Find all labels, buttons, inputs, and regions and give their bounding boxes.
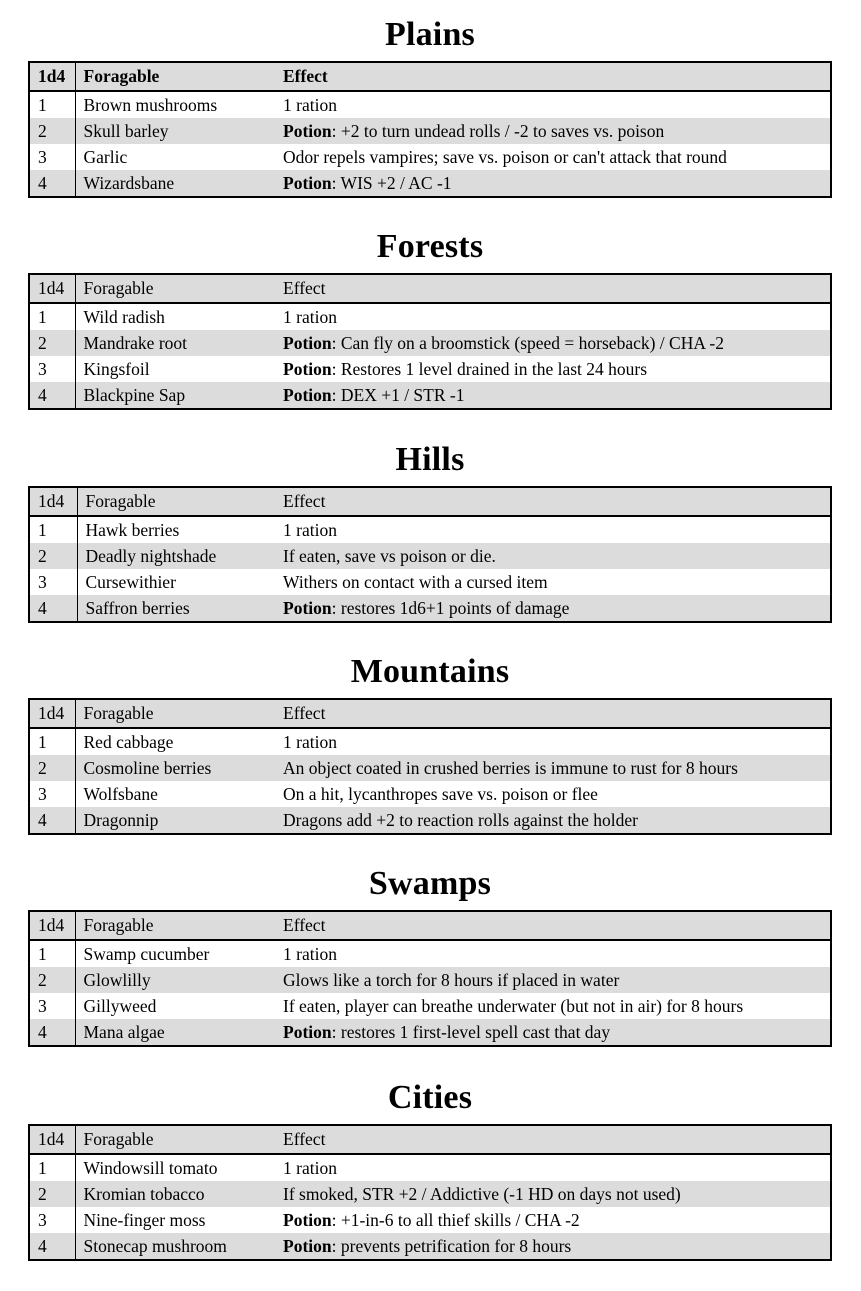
section-title: Hills — [395, 441, 465, 478]
row-effect — [275, 118, 831, 144]
row-effect — [275, 170, 831, 197]
section-title: Cities — [387, 1079, 473, 1116]
effect-text: If eaten, save vs poison or die. — [283, 545, 496, 566]
header-die: 1d4 — [29, 274, 75, 303]
forage-table — [28, 273, 832, 410]
potion-label: Potion — [283, 332, 332, 353]
table-header-row — [29, 487, 831, 516]
row-die: 3 — [29, 569, 77, 595]
row-item: Skull barley — [75, 118, 275, 144]
effect-text: : prevents petrification for 8 hours — [331, 1235, 572, 1256]
table-row — [29, 595, 831, 622]
effect-text: If eaten, player can breathe underwater (but not in air) for 8 hours — [283, 995, 744, 1016]
row-effect — [275, 1019, 831, 1046]
row-item: Garlic — [83, 146, 128, 167]
row-die: 2 — [29, 330, 75, 356]
row-die: 1 — [29, 516, 77, 543]
header-effect: Effect — [275, 699, 831, 728]
row-effect — [275, 1207, 831, 1233]
row-effect — [275, 755, 831, 781]
row-die: 2 — [29, 1181, 75, 1207]
row-die: 4 — [29, 807, 75, 834]
section-title: Mountains — [350, 653, 510, 690]
effect-text: 1 ration — [283, 731, 337, 752]
row-item: Saffron berries — [77, 595, 275, 622]
effect-text: : restores 1 first-level spell cast that day — [331, 1021, 611, 1042]
table-row — [29, 1181, 831, 1207]
row-die: 3 — [29, 356, 75, 382]
effect-text: On a hit, lycanthropes save vs. poison or flee — [283, 783, 598, 804]
row-item: Blackpine Sap — [75, 382, 275, 409]
row-effect — [275, 781, 831, 807]
table-row — [29, 1207, 831, 1233]
row-effect — [275, 967, 831, 993]
table-row — [29, 303, 831, 330]
table-row — [29, 382, 831, 409]
row-item: Dragonnip — [75, 807, 275, 834]
row-effect — [275, 940, 831, 967]
row-effect — [275, 303, 831, 330]
table-row — [29, 940, 831, 967]
row-item: Mana algae — [75, 1019, 275, 1046]
section-title: Swamps — [368, 865, 492, 902]
effect-text: Dragons add +2 to reaction rolls against the holder — [283, 809, 638, 830]
table-header-row — [29, 62, 831, 91]
row-die: 2 — [29, 118, 75, 144]
header-effect: Effect — [275, 1125, 831, 1154]
table-row — [29, 144, 831, 170]
table-row — [29, 781, 831, 807]
effect-text: 1 ration — [283, 94, 337, 115]
header-effect: Effect — [275, 62, 831, 91]
effect-text: Odor repels vampires; save vs. poison or can't attack that round — [283, 146, 727, 167]
header-item: Foragable — [75, 699, 275, 728]
row-item: Nine-finger moss — [83, 1209, 206, 1230]
row-effect — [275, 144, 831, 170]
potion-label: Potion — [283, 384, 332, 405]
potion-label: Potion — [283, 597, 332, 618]
effect-text: : +1-in-6 to all thief skills / CHA -2 — [331, 1209, 580, 1230]
table-row — [29, 1233, 831, 1260]
header-die: 1d4 — [29, 1125, 75, 1154]
row-item: Red cabbage — [83, 731, 174, 752]
row-effect — [275, 807, 831, 834]
forage-table — [28, 698, 832, 835]
table-header-row — [29, 699, 831, 728]
row-item: Cosmoline berries — [75, 755, 275, 781]
potion-label: Potion — [283, 358, 332, 379]
table-row — [29, 516, 831, 543]
row-die: 3 — [29, 781, 75, 807]
row-die: 1 — [29, 1154, 75, 1181]
row-item: Swamp cucumber — [83, 943, 210, 964]
row-effect — [275, 382, 831, 409]
section-title: Forests — [376, 228, 484, 265]
forage-table — [28, 1124, 832, 1261]
row-effect — [275, 91, 831, 118]
effect-text: : DEX +1 / STR -1 — [331, 384, 465, 405]
potion-label: Potion — [283, 172, 332, 193]
effect-text: : WIS +2 / AC -1 — [331, 172, 452, 193]
row-effect — [275, 993, 831, 1019]
header-die: 1d4 — [29, 62, 75, 91]
header-effect: Effect — [275, 487, 831, 516]
row-die: 2 — [29, 967, 75, 993]
row-effect — [275, 728, 831, 755]
row-die: 1 — [29, 91, 75, 118]
potion-label: Potion — [283, 1235, 332, 1256]
effect-text: : Restores 1 level drained in the last 24 hours — [331, 358, 648, 379]
row-die: 1 — [29, 940, 75, 967]
effect-text: Glows like a torch for 8 hours if placed in water — [283, 969, 620, 990]
row-item: Hawk berries — [85, 519, 180, 540]
row-item: Gillyweed — [83, 995, 157, 1016]
row-item: Stonecap mushroom — [75, 1233, 275, 1260]
header-effect: Effect — [275, 911, 831, 940]
row-die: 1 — [29, 728, 75, 755]
row-die: 3 — [29, 1207, 75, 1233]
effect-text: : restores 1d6+1 points of damage — [331, 597, 570, 618]
header-die: 1d4 — [29, 911, 75, 940]
section-title: Plains — [384, 16, 475, 53]
table-row — [29, 807, 831, 834]
effect-text: Withers on contact with a cursed item — [283, 571, 548, 592]
table-row — [29, 728, 831, 755]
row-effect — [275, 1181, 831, 1207]
row-item: Windowsill tomato — [83, 1157, 218, 1178]
row-item: Mandrake root — [75, 330, 275, 356]
row-effect — [275, 569, 831, 595]
effect-text: If smoked, STR +2 / Addictive (-1 HD on days not used) — [283, 1183, 681, 1204]
header-item: Foragable — [75, 274, 275, 303]
table-header-row — [29, 911, 831, 940]
row-effect — [275, 356, 831, 382]
row-die: 3 — [29, 993, 75, 1019]
row-item: Kromian tobacco — [75, 1181, 275, 1207]
forage-table — [28, 486, 832, 623]
row-die: 4 — [29, 1233, 75, 1260]
forage-table — [28, 910, 832, 1047]
table-row — [29, 755, 831, 781]
row-item: Deadly nightshade — [77, 543, 275, 569]
effect-text: 1 ration — [283, 519, 337, 540]
row-effect — [275, 330, 831, 356]
row-die: 4 — [29, 595, 77, 622]
row-item: Wild radish — [83, 306, 165, 327]
header-die: 1d4 — [29, 487, 77, 516]
row-item: Cursewithier — [85, 571, 176, 592]
effect-text: : +2 to turn undead rolls / -2 to saves vs. poison — [331, 120, 665, 141]
potion-label: Potion — [283, 120, 332, 141]
header-effect: Effect — [275, 274, 831, 303]
row-item: Brown mushrooms — [83, 94, 218, 115]
row-effect — [275, 1233, 831, 1260]
table-header-row — [29, 1125, 831, 1154]
potion-label: Potion — [283, 1021, 332, 1042]
row-item: Wizardsbane — [75, 170, 275, 197]
row-effect — [275, 543, 831, 569]
table-row — [29, 569, 831, 595]
table-row — [29, 967, 831, 993]
table-row — [29, 91, 831, 118]
header-item: Foragable — [77, 487, 275, 516]
table-row — [29, 1154, 831, 1181]
row-effect — [275, 1154, 831, 1181]
row-die: 3 — [29, 144, 75, 170]
effect-text: : Can fly on a broomstick (speed = horseback) / CHA -2 — [331, 332, 724, 353]
table-row — [29, 118, 831, 144]
row-die: 4 — [29, 1019, 75, 1046]
table-row — [29, 170, 831, 197]
row-die: 4 — [29, 170, 75, 197]
row-die: 4 — [29, 382, 75, 409]
effect-text: An object coated in crushed berries is immune to rust for 8 hours — [283, 757, 738, 778]
table-row — [29, 993, 831, 1019]
table-header-row — [29, 274, 831, 303]
header-item: Foragable — [75, 62, 275, 91]
row-die: 2 — [29, 755, 75, 781]
header-die: 1d4 — [29, 699, 75, 728]
effect-text: 1 ration — [283, 1157, 337, 1178]
row-effect — [275, 595, 831, 622]
row-die: 2 — [29, 543, 77, 569]
table-row — [29, 1019, 831, 1046]
row-item: Glowlilly — [75, 967, 275, 993]
forage-table — [28, 61, 832, 198]
header-item: Foragable — [75, 1125, 275, 1154]
effect-text: 1 ration — [283, 943, 337, 964]
row-effect — [275, 516, 831, 543]
header-item: Foragable — [75, 911, 275, 940]
effect-text: 1 ration — [283, 306, 337, 327]
row-item: Wolfsbane — [83, 783, 158, 804]
table-row — [29, 543, 831, 569]
table-row — [29, 356, 831, 382]
table-row — [29, 330, 831, 356]
row-item: Kingsfoil — [83, 358, 150, 379]
row-die: 1 — [29, 303, 75, 330]
potion-label: Potion — [283, 1209, 332, 1230]
